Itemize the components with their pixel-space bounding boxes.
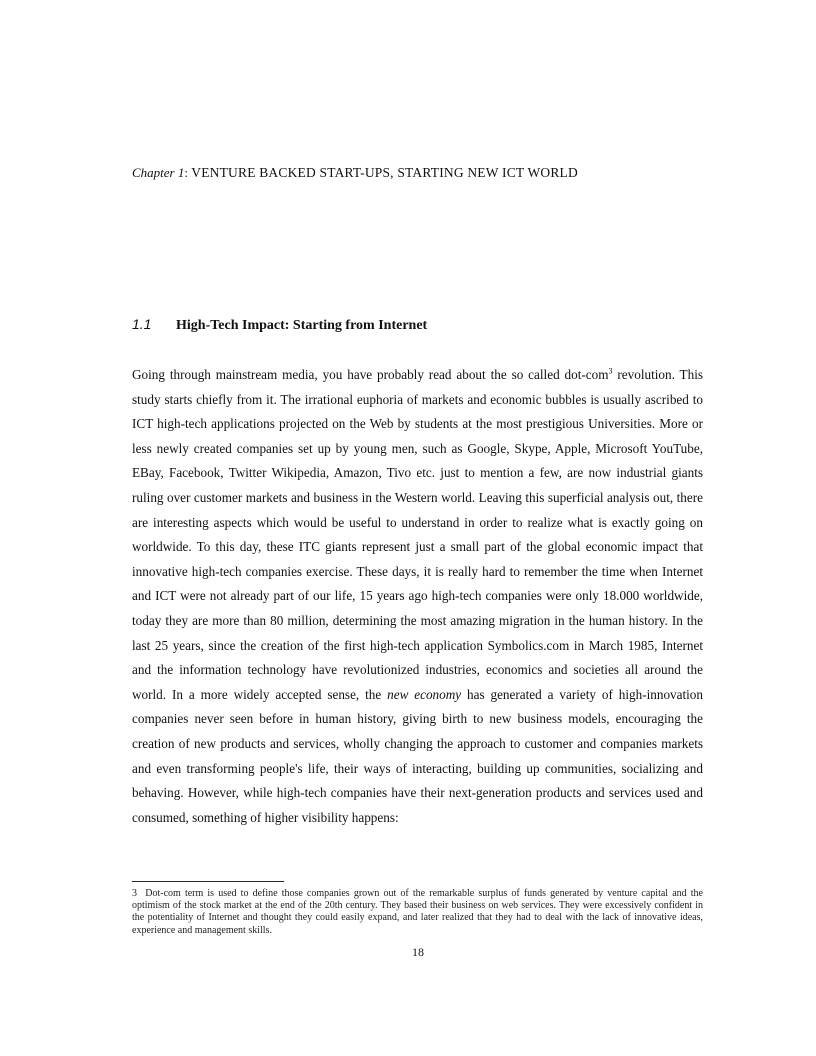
- chapter-separator: :: [184, 165, 192, 180]
- chapter-title: VENTURE BACKED START-UPS, STARTING NEW ICT WORLD: [191, 165, 578, 180]
- section-heading: [132, 316, 692, 334]
- emphasis-new-economy: new economy: [387, 686, 462, 702]
- footnote-text: Dot-com term is used to define those companies grown out of the remarkable surplus of funds generated by venture capital and the optimism of the stock market at the end of the 20th century. They based their business on web services. They were excessively confident in the potentiality of Internet and thought they could easily expand, and later realized that they had to deal with the lack of innovative ideas, experience and management skills.: [132, 888, 703, 936]
- footnote-number: 3: [132, 888, 137, 899]
- body-paragraph: [132, 363, 703, 830]
- chapter-label: Chapter 1: [132, 165, 185, 180]
- section-title: High-Tech Impact: Starting from Internet: [176, 318, 428, 333]
- body-text-part3: has generated a variety of high-innovation companies never seen before in human history, giving birth to new business models, encouraging the creation of new products and services, wholly changing the approach to customer and companies markets and even transforming people's life, their ways of interacting, building up communities, socializing and behaving. However, while high-tech companies have their next-generation products and services used and consumed, something of higher visibility happens:: [132, 686, 703, 825]
- section-number: 1.1: [132, 316, 152, 332]
- footnote: [132, 888, 703, 937]
- chapter-heading: [132, 165, 732, 181]
- body-text-part2: revolution. This study starts chiefly from it. The irrational euphoria of markets and economic bubbles is usually ascribed to ICT high-tech applications projected on the Web by students at the most prestigious Universities. More or less newly created companies set up by young men, such as Google, Skype, Apple, Microsoft YouTube, EBay, Facebook, Twitter Wikipedia, Amazon, Tivo etc. just to mention a few, are now industrial giants ruling over customer markets and business in the Western world. Leaving this superficial analysis out, there are interesting aspects which would be useful to understand in order to realize what is exactly going on worldwide. To this day, these ITC giants represent just a small part of the global economic impact that innovative high-tech companies exercise. These days, it is really hard to remember the time when Internet and ICT were not already part of our life, 15 years ago high-tech companies were only 18.000 worldwide, today they are more than 80 million, determining the most amazing migration in the human history. In the last 25 years, since the creation of the first high-tech application Symbolics.com in March 1985, Internet and the information technology have revolutionized industries, economics and societies all around the world. In a more widely accepted sense, the: [132, 367, 704, 702]
- body-text-part1: Going through mainstream media, you have probably read about the so called dot-com: [132, 367, 609, 382]
- page-number: 18: [412, 945, 424, 959]
- footnote-reference[interactable]: 3: [608, 366, 613, 376]
- footnote-divider: [132, 881, 284, 882]
